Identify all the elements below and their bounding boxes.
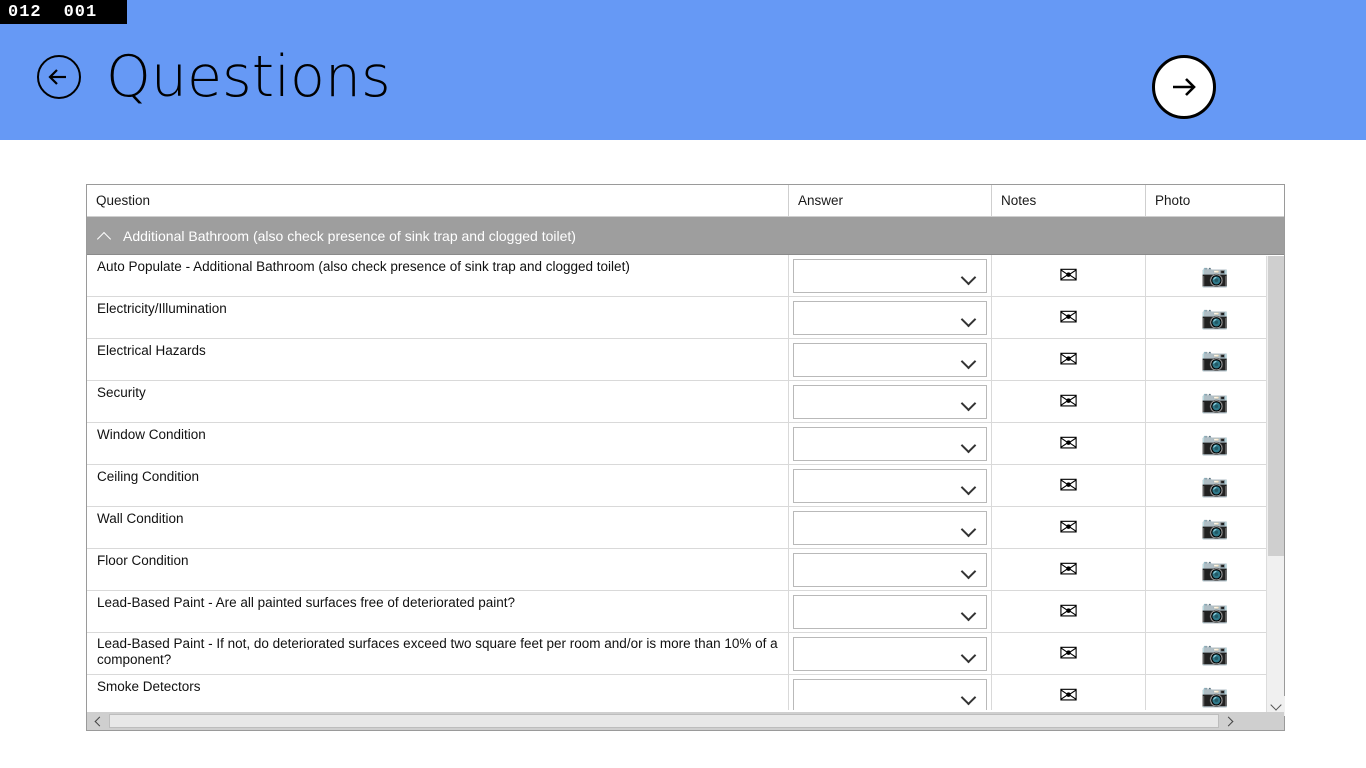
envelope-icon[interactable]: ✉ [1058, 556, 1079, 582]
photo-cell[interactable] [1146, 381, 1284, 422]
envelope-icon[interactable]: ✉ [1058, 514, 1079, 540]
answer-dropdown[interactable] [793, 343, 987, 377]
table-row[interactable] [87, 423, 1284, 465]
horizontal-scrollbar-thumb[interactable] [109, 714, 1219, 728]
answer-dropdown[interactable] [793, 385, 987, 419]
photo-cell[interactable] [1146, 423, 1284, 464]
notes-cell[interactable] [992, 297, 1146, 338]
answer-dropdown[interactable] [793, 511, 987, 545]
photo-cell[interactable] [1146, 465, 1284, 506]
answer-cell[interactable] [789, 339, 992, 380]
chevron-right-icon [1224, 716, 1234, 726]
page-title: Questions [106, 43, 391, 110]
answer-dropdown[interactable] [793, 427, 987, 461]
notes-cell[interactable] [992, 465, 1146, 506]
camera-icon[interactable]: 📷 [1201, 514, 1229, 540]
answer-cell[interactable] [789, 507, 992, 548]
notes-cell[interactable] [992, 633, 1146, 674]
envelope-icon[interactable]: ✉ [1058, 304, 1079, 330]
camera-icon[interactable]: 📷 [1201, 472, 1229, 498]
camera-icon[interactable]: 📷 [1201, 388, 1229, 414]
notes-cell[interactable] [992, 339, 1146, 380]
envelope-icon[interactable]: ✉ [1058, 388, 1079, 414]
arrow-left-icon [44, 62, 74, 92]
question-text: Wall Condition [87, 507, 789, 548]
photo-cell[interactable] [1146, 255, 1284, 296]
envelope-icon[interactable]: ✉ [1058, 262, 1079, 288]
grid-header-row [87, 185, 1284, 217]
envelope-icon[interactable]: ✉ [1058, 346, 1079, 372]
camera-icon[interactable]: 📷 [1201, 346, 1229, 372]
camera-icon[interactable]: 📷 [1201, 598, 1229, 624]
questions-grid [86, 184, 1285, 731]
table-row[interactable] [87, 255, 1284, 297]
answer-cell[interactable] [789, 633, 992, 674]
photo-cell[interactable] [1146, 549, 1284, 590]
answer-dropdown[interactable] [793, 469, 987, 503]
table-row[interactable] [87, 297, 1284, 339]
arrow-right-icon [1163, 66, 1205, 108]
question-text: Smoke Detectors [87, 675, 789, 710]
answer-dropdown[interactable] [793, 259, 987, 293]
back-button[interactable] [37, 55, 81, 99]
camera-icon[interactable]: 📷 [1201, 430, 1229, 456]
chevron-left-icon [95, 716, 105, 726]
answer-cell[interactable] [789, 591, 992, 632]
question-text: Ceiling Condition [87, 465, 789, 506]
question-text: Lead-Based Paint - Are all painted surfaces free of deteriorated paint? [87, 591, 789, 632]
photo-cell[interactable] [1146, 507, 1284, 548]
question-text: Window Condition [87, 423, 789, 464]
answer-cell[interactable] [789, 675, 992, 710]
notes-cell[interactable] [992, 549, 1146, 590]
answer-cell[interactable] [789, 423, 992, 464]
scroll-right-button[interactable] [1219, 712, 1241, 730]
camera-icon[interactable]: 📷 [1201, 262, 1229, 288]
answer-dropdown[interactable] [793, 679, 987, 711]
column-header-photo[interactable]: Photo [1155, 193, 1191, 208]
table-row[interactable] [87, 339, 1284, 381]
table-row[interactable] [87, 381, 1284, 423]
vertical-scrollbar[interactable] [1266, 256, 1284, 716]
answer-dropdown[interactable] [793, 553, 987, 587]
photo-cell[interactable] [1146, 297, 1284, 338]
notes-cell[interactable] [992, 255, 1146, 296]
table-row[interactable] [87, 549, 1284, 591]
status-bar [0, 0, 127, 24]
group-header-label: Additional Bathroom (also check presence of sink trap and clogged toilet) [123, 227, 576, 244]
column-header-notes[interactable]: Notes [992, 185, 1146, 216]
question-text: Security [87, 381, 789, 422]
notes-cell[interactable] [992, 675, 1146, 710]
notes-cell[interactable] [992, 591, 1146, 632]
table-row[interactable] [87, 675, 1284, 710]
answer-dropdown[interactable] [793, 637, 987, 671]
grid-rows-viewport [87, 255, 1284, 710]
group-header-row[interactable] [87, 217, 1284, 255]
question-text: Auto Populate - Additional Bathroom (also check presence of sink trap and clogged toilet) [87, 255, 789, 296]
question-text: Lead-Based Paint - If not, do deteriorated surfaces exceed two square feet per room and/or is more than 10% of a component? [87, 633, 789, 674]
chevron-up-icon[interactable] [97, 228, 113, 244]
table-row[interactable] [87, 465, 1284, 507]
question-text: Floor Condition [87, 549, 789, 590]
table-row[interactable] [87, 507, 1284, 549]
photo-cell[interactable] [1146, 675, 1284, 710]
answer-cell[interactable] [789, 255, 992, 296]
envelope-icon[interactable]: ✉ [1058, 640, 1079, 666]
answer-cell[interactable] [789, 465, 992, 506]
notes-cell[interactable] [992, 423, 1146, 464]
table-row[interactable] [87, 633, 1284, 675]
answer-cell[interactable] [789, 297, 992, 338]
notes-cell[interactable] [992, 507, 1146, 548]
envelope-icon[interactable]: ✉ [1058, 472, 1079, 498]
camera-icon[interactable]: 📷 [1201, 556, 1229, 582]
photo-cell[interactable] [1146, 633, 1284, 674]
envelope-icon[interactable]: ✉ [1058, 682, 1079, 708]
answer-cell[interactable] [789, 549, 992, 590]
answer-cell[interactable] [789, 381, 992, 422]
answer-dropdown[interactable] [793, 595, 987, 629]
envelope-icon[interactable]: ✉ [1058, 598, 1079, 624]
photo-cell[interactable] [1146, 339, 1284, 380]
page-header [0, 0, 1366, 140]
next-button[interactable] [1152, 55, 1216, 119]
answer-dropdown[interactable] [793, 301, 987, 335]
camera-icon[interactable]: 📷 [1201, 640, 1229, 666]
envelope-icon[interactable]: ✉ [1058, 430, 1079, 456]
table-row[interactable] [87, 591, 1284, 633]
camera-icon[interactable]: 📷 [1201, 304, 1229, 330]
notes-cell[interactable] [992, 381, 1146, 422]
status-right: 001 [63, 2, 98, 22]
vertical-scrollbar-thumb[interactable] [1268, 256, 1284, 556]
photo-cell[interactable] [1146, 591, 1284, 632]
question-text: Electricity/Illumination [87, 297, 789, 338]
question-text: Electrical Hazards [87, 339, 789, 380]
status-left: 012 [8, 2, 42, 22]
camera-icon[interactable]: 📷 [1201, 682, 1229, 708]
scroll-left-button[interactable] [87, 712, 109, 730]
column-header-question[interactable]: Question [87, 185, 789, 216]
horizontal-scrollbar[interactable] [87, 712, 1284, 730]
column-header-answer[interactable]: Answer [789, 185, 992, 216]
